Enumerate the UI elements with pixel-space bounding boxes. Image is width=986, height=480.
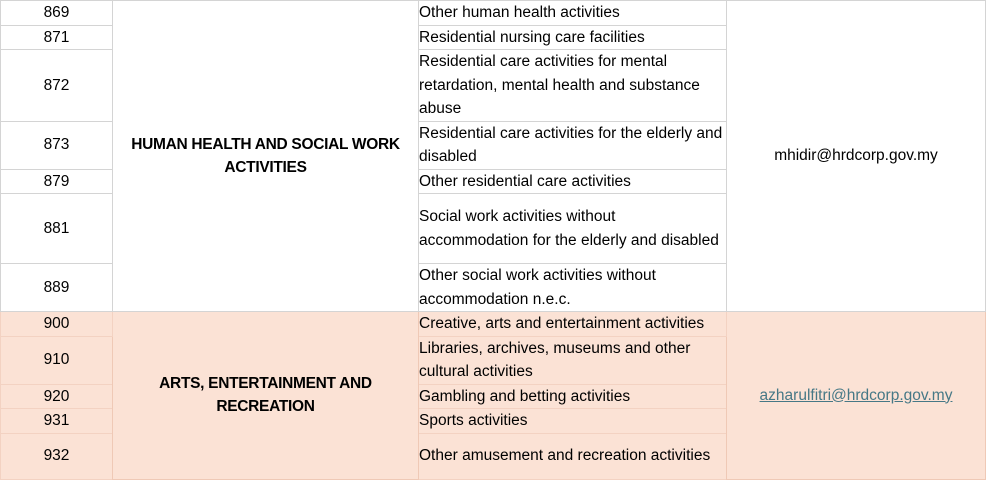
description-cell[interactable]: Other residential care activities (419, 169, 727, 194)
description-cell[interactable]: Gambling and betting activities (419, 384, 727, 409)
msic-code-cell[interactable]: 889 (1, 264, 113, 312)
email-cell[interactable]: mhidir@hrdcorp.gov.my (727, 1, 986, 312)
email-link[interactable]: azharulfitri@hrdcorp.gov.my (759, 386, 953, 404)
msic-code-cell[interactable]: 920 (1, 384, 113, 409)
table-row (1, 1, 986, 26)
description-cell[interactable]: Residential care activities for mental retardation, mental health and substance abuse (419, 50, 727, 122)
description-cell[interactable]: Sports activities (419, 409, 727, 434)
msic-code-cell[interactable]: 873 (1, 121, 113, 169)
description-cell[interactable]: Other human health activities (419, 1, 727, 26)
msic-code-cell[interactable]: 879 (1, 169, 113, 194)
msic-code-cell[interactable]: 881 (1, 194, 113, 264)
description-cell[interactable]: Social work activities without accommodation for the elderly and disabled (419, 194, 727, 264)
email-cell[interactable] (727, 312, 986, 480)
description-cell[interactable]: Creative, arts and entertainment activities (419, 312, 727, 337)
msic-code-cell[interactable]: 931 (1, 409, 113, 434)
sector-cell[interactable]: HUMAN HEALTH AND SOCIAL WORK ACTIVITIES (113, 1, 419, 312)
msic-code-cell[interactable]: 869 (1, 1, 113, 26)
description-cell[interactable]: Other amusement and recreation activities (419, 433, 727, 479)
msic-code-cell[interactable]: 871 (1, 25, 113, 50)
msic-code-cell[interactable]: 910 (1, 336, 113, 384)
msic-code-cell[interactable]: 872 (1, 50, 113, 122)
table-row (1, 312, 986, 337)
description-cell[interactable]: Residential nursing care facilities (419, 25, 727, 50)
msic-code-cell[interactable]: 900 (1, 312, 113, 337)
description-cell[interactable]: Other social work activities without accommodation n.e.c. (419, 264, 727, 312)
msic-code-cell[interactable]: 932 (1, 433, 113, 479)
description-cell[interactable]: Residential care activities for the elderly and disabled (419, 121, 727, 169)
sector-cell[interactable]: ARTS, ENTERTAINMENT AND RECREATION (113, 312, 419, 480)
description-cell[interactable]: Libraries, archives, museums and other cultural activities (419, 336, 727, 384)
